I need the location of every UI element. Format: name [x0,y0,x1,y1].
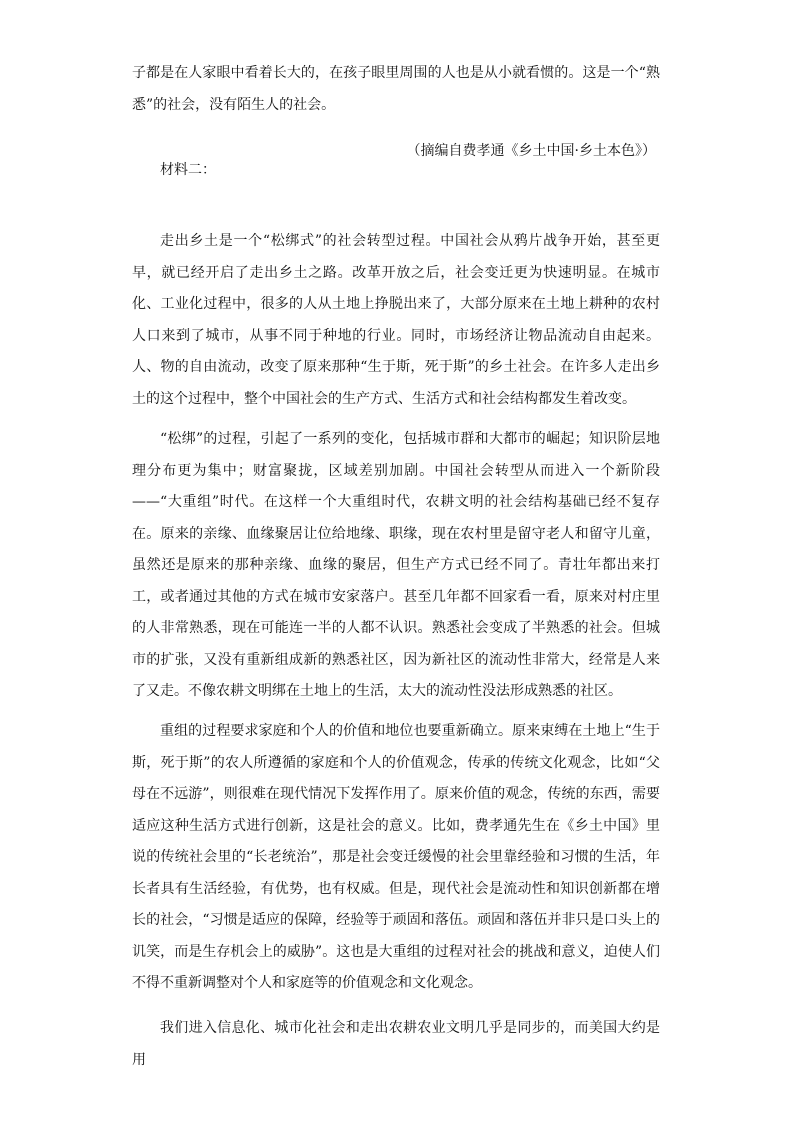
source-citation: （摘编自费孝通《乡土中国·乡土本色》） [406,143,656,159]
intro-paragraph: 子都是在人家眼中看着长大的，在孩子眼里周围的人也是从小就看惯的。这是一个“熟悉”的社会，没有陌生人的社会。 [132,65,660,113]
paragraph-1: 走出乡土是一个“松绑式”的社会转型过程。中国社会从鸦片战争开始，甚至更早，就已经开启了走出乡土之路。改革开放之后，社会变迁更为快速明显。在城市化、工业化过程中，很多的人从土地上挣脱出来了，大部分原来在土地上耕种的农村人口来到了城市，从事不同于种地的行业。同时，市场经济让物品流动自由起来。人、物的自由流动，改变了原来那种“生于斯，死于斯”的乡土社会。在许多人走出乡土的这个过程中，整个中国社会的生产方式、生活方式和社会结构都发生着改变。 [132,233,660,407]
material-heading: 材料二： [160,162,216,178]
paragraph-2: “松绑”的过程，引起了一系列的变化，包括城市群和大都市的崛起；知识阶层地理分布更为集中；财富聚拢，区域差别加剧。中国社会转型从而进入一个新阶段——“大重组”时代。在这样一个大重组时代，农耕文明的社会结构基础已经不复存在。原来的亲缘、血缘聚居让位给地缘、职缘，现在农村里是留守老人和留守儿童，虽然还是原来的那种亲缘、血缘的聚居，但生产方式已经不同了。青壮年都出来打工，或者通过其他的方式在城市安家落户。甚至几年都不回家看一看，原来对村庄里的人非常熟悉，现在可能连一半的人都不认识。熟悉社会变成了半熟悉的社会。但城市的扩张，又没有重新组成新的熟悉社区，因为新社区的流动性非常大，经常是人来了又走。不像农耕文明绑在土地上的生活，太大的流动性没法形成熟悉的社区。 [132,431,660,699]
paragraph-3: 重组的过程要求家庭和个人的价值和地位也要重新确立。原来束缚在土地上“生于斯，死于斯”的农人所遵循的家庭和个人的价值观念，传承的传统文化观念，比如“父母在不远游”，则很难在现代情况下发挥作用了。原来价值的观念，传统的东西，需要适应这种生活方式进行创新，这是社会的意义。比如，费孝通先生在《乡土中国》里说的传统社会里的“长老统治”，那是社会变迁缓慢的社会里靠经验和习惯的生活，年长者具有生活经验，有优势，也有权威。但是，现代社会是流动性和知识创新都在增长的社会，“习惯是适应的保障，经验等于顽固和落伍。顽固和落伍并非只是口头上的讥笑，而是生存机会上的威胁”。这也是大重组的过程对社会的挑战和意义，迫使人们不得不重新调整对个人和家庭等的价值观念和文化观念。 [132,723,660,991]
paragraph-4: 我们进入信息化、城市化社会和走出农耕农业文明几乎是同步的，而美国大约是用 [132,1020,660,1068]
